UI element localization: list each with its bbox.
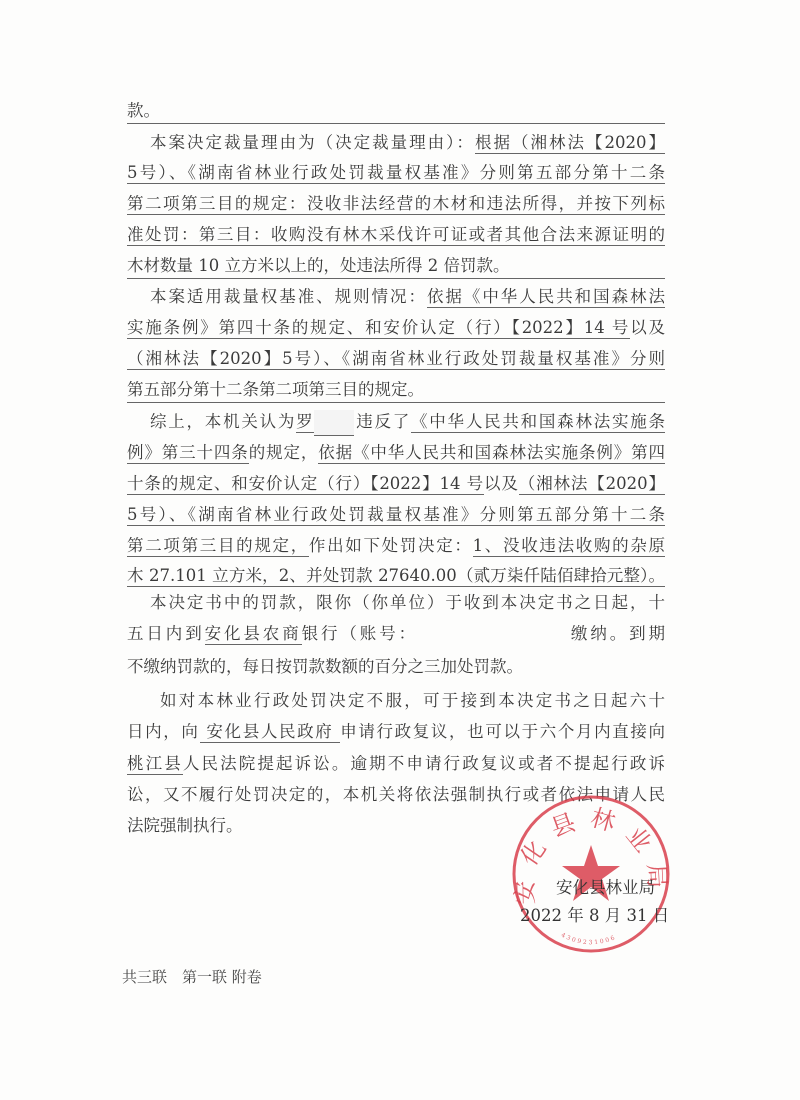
- underlined-fill-text: 《中华人民共和国森林法实施条: [411, 412, 666, 431]
- underlined-fill-text: 依据《中华人民共和国森林法实施条例》第四: [318, 443, 666, 462]
- underlined-fill-text: 实施条例》第四十条的规定、和安价认定（行）【2022】14 号: [127, 318, 631, 337]
- underlined-fill-text: 安化县农商: [204, 624, 302, 643]
- text-line: [127, 347, 665, 371]
- text-line: [127, 316, 665, 340]
- redacted-account-number: [418, 622, 568, 646]
- text-line: [127, 161, 665, 185]
- underlined-fill-text: 桃江县: [127, 754, 183, 773]
- text-segment: 本案适用裁量权基准、规则情况：: [150, 287, 427, 306]
- text-segment: 银行（账号：: [301, 624, 419, 643]
- underlined-fill-text: 罗: [296, 412, 315, 431]
- text-segment: 日内，向: [127, 722, 200, 741]
- text-line: [127, 655, 665, 679]
- underlined-fill-text: 十条的规定、和安价认定（行）【2022】14 号: [127, 474, 485, 493]
- text-segment: 本案决定裁量理由为（决定裁量理由）：: [150, 133, 475, 152]
- underlined-fill-text: 5号）、《湖南省林业行政处罚裁量权基准》分则第五部分第十二条: [127, 505, 665, 524]
- underlined-fill-text: 5号）、《湖南省林业行政处罚裁量权基准》分则第五部分第十二条: [127, 163, 665, 182]
- svg-text:4309231006: 4309231006: [559, 931, 618, 947]
- text-line: [127, 472, 665, 496]
- underlined-fill-text: （湘林法【2020】5号）、《湖南省林业行政处罚裁量权基准》分则: [127, 349, 665, 368]
- text-segment: 五日内到: [127, 624, 205, 643]
- text-line: [160, 689, 665, 713]
- text-segment: 以及: [484, 474, 519, 493]
- text-line: [127, 378, 665, 403]
- text-line: [150, 285, 665, 309]
- text-segment: 缴纳。到期: [568, 624, 666, 643]
- text-segment: 第五部分第十二条第二项第三目的规定。: [127, 380, 424, 399]
- text-line: [127, 534, 665, 558]
- text-segment: 的规定，: [248, 443, 319, 462]
- underlined-fill-text: 例》第三十四条: [127, 443, 249, 462]
- text-segment: 申请行政复议，也可以于六个月内直接向: [340, 722, 666, 741]
- underlined-fill-text: 准处罚：第三目：收购没有林木采伐许可证或者其他合法来源证明的: [127, 225, 665, 244]
- text-line: [150, 131, 665, 155]
- text-line: [127, 622, 665, 646]
- underlined-fill-text: 安化县人民政府: [199, 722, 341, 741]
- svg-text:安化县林业局: 安化县林业局: [510, 803, 672, 905]
- underlined-fill-text: 根据（湘林法【2020】: [474, 133, 666, 152]
- issue-date: 2022 年 8 月 31 日: [520, 906, 670, 925]
- underlined-fill-text: 依据《中华人民共和国森林法: [426, 287, 666, 306]
- text-line: [127, 223, 665, 247]
- text-line: [127, 564, 665, 588]
- underlined-fill-text: 第二项第三目的规定，: [127, 536, 309, 555]
- text-line: [127, 503, 665, 527]
- issuer-name: 安化县林业局: [556, 878, 655, 897]
- underlined-fill-text: 第二项第三目的规定：没收非法经营的木材和违法所得，并按下列标: [127, 194, 665, 213]
- text-line: [127, 254, 665, 279]
- text-line: [127, 752, 665, 776]
- text-line: [127, 99, 665, 124]
- text-segment: 以及: [630, 318, 666, 337]
- text-segment: 讼，又不履行处罚决定的，本机关将依法强制执行或者依法申请人民: [127, 785, 665, 804]
- text-line: [150, 591, 665, 615]
- underlined-fill-text: 1、没收违法收购的杂原: [472, 536, 666, 555]
- text-segment: 人民法院提起诉讼。逾期不申请行政复议或者不提起行政诉: [182, 754, 665, 773]
- underlined-fill-text: 木 27.101 立方米，2、并处罚款 27640.00（贰万柒仟陆佰肆拾元整）。: [127, 566, 665, 585]
- text-line: [127, 441, 665, 465]
- text-line: [127, 720, 665, 744]
- text-segment: 法院强制执行。: [127, 816, 243, 835]
- text-segment: 如对本林业行政处罚决定不服，可于接到本决定书之日起六十: [160, 691, 665, 710]
- text-segment: 款。: [127, 101, 160, 120]
- text-line: [127, 192, 665, 216]
- text-segment: 不缴纳罚款的，每日按罚款数额的百分之三加处罚款。: [127, 657, 523, 676]
- underlined-fill-text: （湘林法【2020】: [518, 474, 665, 493]
- text-segment: 综上，本机关认为: [150, 412, 297, 431]
- redacted-name: [314, 410, 354, 436]
- footer-copy-note: 共三联 第一联 附卷: [122, 968, 262, 986]
- text-segment: 木材数量 10 立方米以上的，处违法所得 2 倍罚款。: [127, 256, 510, 275]
- text-line: [150, 410, 665, 434]
- text-segment: 违反了: [354, 412, 412, 431]
- text-segment: 本决定书中的罚款，限你（你单位）于收到本决定书之日起，十: [150, 593, 665, 612]
- text-segment: 作出如下处罚决定：: [308, 536, 473, 555]
